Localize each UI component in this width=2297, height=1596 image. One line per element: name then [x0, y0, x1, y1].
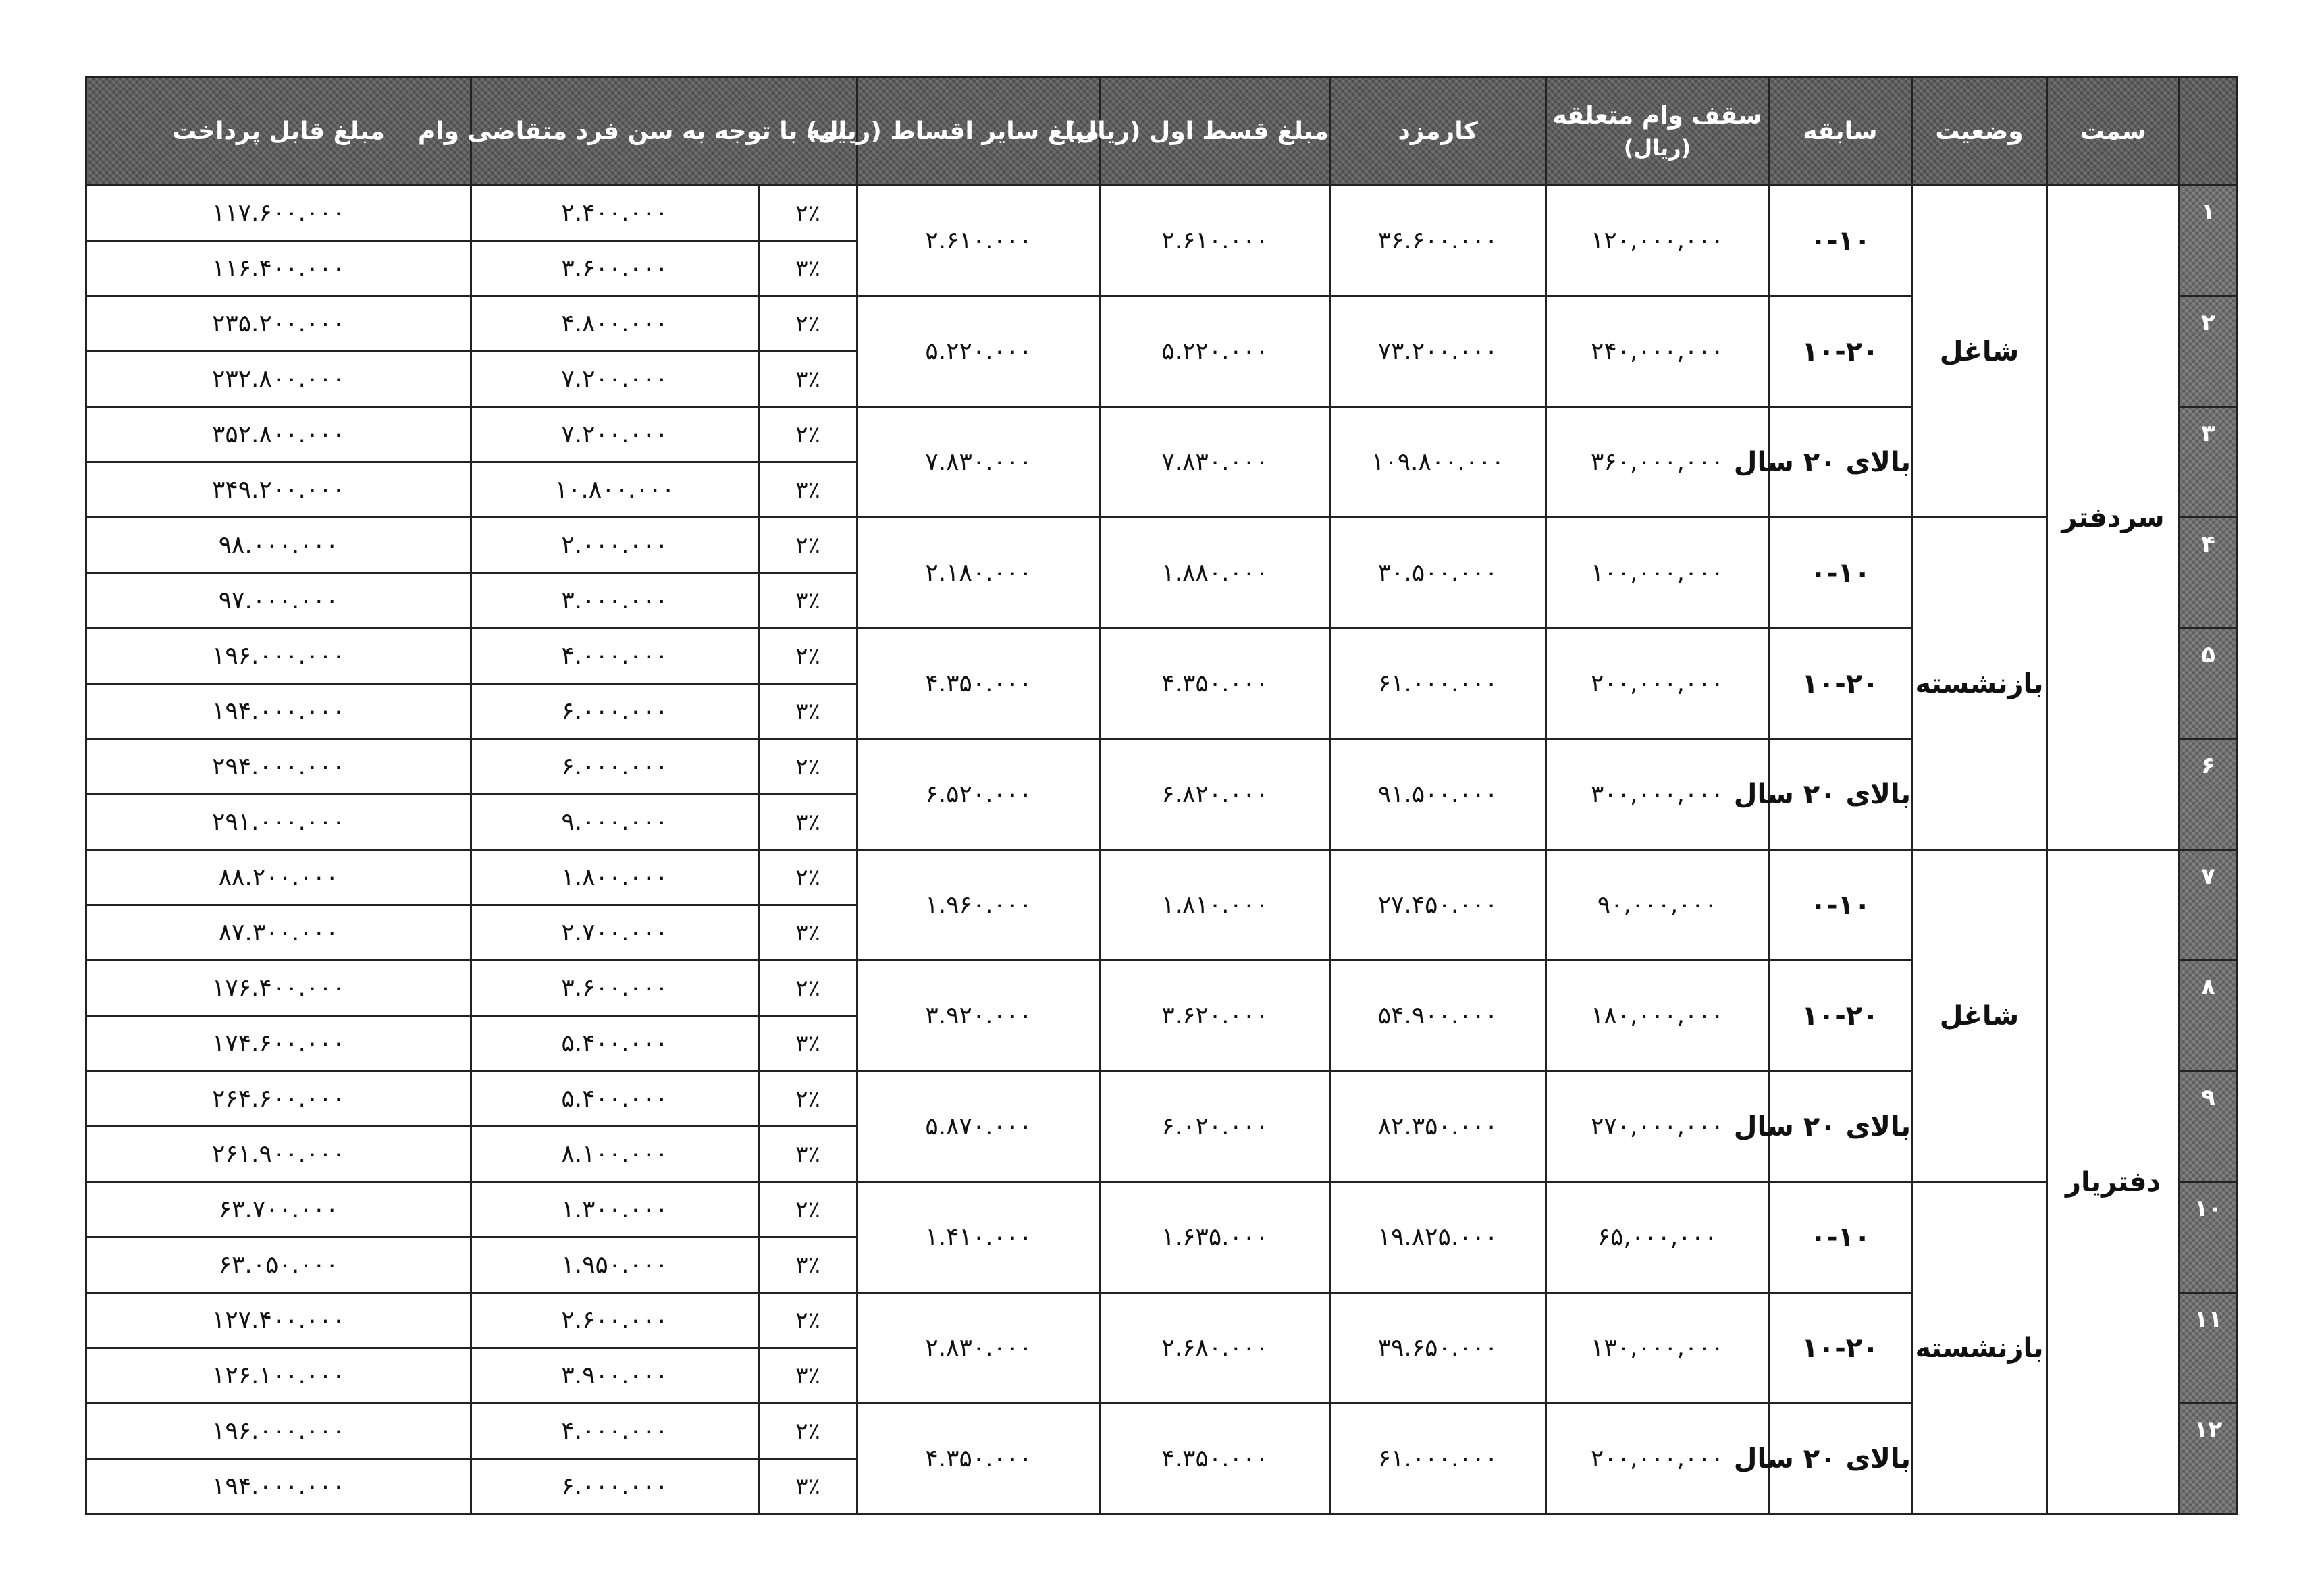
experience-cell: ۰-۱۰ [1769, 186, 1912, 296]
table-body [86, 186, 2238, 1514]
payable-cell: ۲۳۲.۸۰۰.۰۰۰ [86, 352, 471, 407]
experience-cell: ۰-۱۰ [1769, 1182, 1912, 1293]
first-installment-cell: ۴.۳۵۰.۰۰۰ [1101, 629, 1330, 739]
commission-cell: ۶۱.۰۰۰.۰۰۰ [1330, 1404, 1546, 1514]
percent-cell: ۳٪ [759, 1127, 857, 1182]
percent-cell: ۳٪ [759, 795, 857, 850]
first-installment-cell: ۱.۸۱۰.۰۰۰ [1101, 850, 1330, 961]
commission-cell: ۹۱.۵۰۰.۰۰۰ [1330, 739, 1546, 850]
header-experience: سابقه [1769, 77, 1912, 186]
experience-cell: ۱۰-۲۰ [1769, 961, 1912, 1071]
payable-cell: ۱۱۷.۶۰۰.۰۰۰ [86, 186, 471, 241]
percent-cell: ۲٪ [759, 1071, 857, 1127]
header-first-installment: مبلغ قسط اول (ریال) [1101, 77, 1330, 186]
percent-cell: ۲٪ [759, 961, 857, 1016]
percent-cell: ۲٪ [759, 518, 857, 573]
header-position: سمت [2047, 77, 2180, 186]
row-index: ۸ [2180, 961, 2238, 1071]
insurance-cell: ۶.۰۰۰.۰۰۰ [471, 1459, 759, 1514]
other-installments-cell: ۱.۴۱۰.۰۰۰ [857, 1182, 1101, 1293]
other-installments-cell: ۷.۸۳۰.۰۰۰ [857, 407, 1101, 518]
percent-cell: ۲٪ [759, 739, 857, 795]
position-cell: دفتریار [2047, 850, 2180, 1514]
status-cell: شاغل [1912, 186, 2047, 518]
payable-cell: ۲۶۱.۹۰۰.۰۰۰ [86, 1127, 471, 1182]
insurance-cell: ۲.۰۰۰.۰۰۰ [471, 518, 759, 573]
payable-cell: ۲۶۴.۶۰۰.۰۰۰ [86, 1071, 471, 1127]
percent-cell: ۳٪ [759, 1016, 857, 1071]
payable-cell: ۱۱۶.۴۰۰.۰۰۰ [86, 241, 471, 296]
payable-cell: ۲۳۵.۲۰۰.۰۰۰ [86, 296, 471, 352]
header-commission: کارمزد [1330, 77, 1546, 186]
first-installment-cell: ۶.۰۲۰.۰۰۰ [1101, 1071, 1330, 1182]
insurance-cell: ۴.۰۰۰.۰۰۰ [471, 1404, 759, 1459]
insurance-cell: ۹.۰۰۰.۰۰۰ [471, 795, 759, 850]
header-status: وضعیت [1912, 77, 2047, 186]
insurance-cell: ۸.۱۰۰.۰۰۰ [471, 1127, 759, 1182]
insurance-cell: ۷.۲۰۰.۰۰۰ [471, 407, 759, 462]
insurance-cell: ۱.۹۵۰.۰۰۰ [471, 1238, 759, 1293]
percent-cell: ۲٪ [759, 407, 857, 462]
row-index: ۳ [2180, 407, 2238, 518]
header-payable: مبلغ قابل پرداخت [86, 77, 471, 186]
ceiling-cell: ۱۸۰,۰۰۰,۰۰۰ [1546, 961, 1769, 1071]
first-installment-cell: ۱.۶۳۵.۰۰۰ [1101, 1182, 1330, 1293]
experience-cell: ۰-۱۰ [1769, 518, 1912, 629]
experience-cell: ۱۰-۲۰ [1769, 296, 1912, 407]
table-row [86, 850, 2238, 905]
percent-cell: ۲٪ [759, 296, 857, 352]
insurance-cell: ۲.۷۰۰.۰۰۰ [471, 905, 759, 961]
other-installments-cell: ۴.۳۵۰.۰۰۰ [857, 629, 1101, 739]
other-installments-cell: ۵.۸۷۰.۰۰۰ [857, 1071, 1101, 1182]
row-index: ۴ [2180, 518, 2238, 629]
payable-cell: ۹۸.۰۰۰.۰۰۰ [86, 518, 471, 573]
insurance-cell: ۵.۴۰۰.۰۰۰ [471, 1016, 759, 1071]
first-installment-cell: ۲.۶۸۰.۰۰۰ [1101, 1293, 1330, 1404]
ceiling-cell: ۱۰۰,۰۰۰,۰۰۰ [1546, 518, 1769, 629]
row-index: ۱ [2180, 186, 2238, 296]
row-index: ۷ [2180, 850, 2238, 961]
header-ceiling [1546, 77, 1769, 186]
payable-cell: ۶۳.۰۵۰.۰۰۰ [86, 1238, 471, 1293]
other-installments-cell: ۶.۵۲۰.۰۰۰ [857, 739, 1101, 850]
payable-cell: ۳۵۲.۸۰۰.۰۰۰ [86, 407, 471, 462]
ceiling-cell: ۲۴۰,۰۰۰,۰۰۰ [1546, 296, 1769, 407]
commission-cell: ۳۰.۵۰۰.۰۰۰ [1330, 518, 1546, 629]
insurance-cell: ۷.۲۰۰.۰۰۰ [471, 352, 759, 407]
insurance-cell: ۲.۴۰۰.۰۰۰ [471, 186, 759, 241]
percent-cell: ۳٪ [759, 905, 857, 961]
other-installments-cell: ۲.۸۳۰.۰۰۰ [857, 1293, 1101, 1404]
first-installment-cell: ۱.۸۸۰.۰۰۰ [1101, 518, 1330, 629]
row-index: ۱۱ [2180, 1293, 2238, 1404]
header-row [86, 77, 2238, 186]
insurance-cell: ۱۰.۸۰۰.۰۰۰ [471, 462, 759, 518]
payable-cell: ۲۹۱.۰۰۰.۰۰۰ [86, 795, 471, 850]
other-installments-cell: ۳.۹۲۰.۰۰۰ [857, 961, 1101, 1071]
commission-cell: ۸۲.۳۵۰.۰۰۰ [1330, 1071, 1546, 1182]
insurance-cell: ۶.۰۰۰.۰۰۰ [471, 739, 759, 795]
loan-table [85, 76, 2238, 1515]
experience-cell: ۱۰-۲۰ [1769, 1293, 1912, 1404]
percent-cell: ۳٪ [759, 1238, 857, 1293]
payable-cell: ۹۷.۰۰۰.۰۰۰ [86, 573, 471, 629]
header-ceiling-label: سقف وام متعلقه [1552, 101, 1762, 130]
percent-cell: ۲٪ [759, 1182, 857, 1238]
first-installment-cell: ۶.۸۲۰.۰۰۰ [1101, 739, 1330, 850]
experience-cell: ۱۰-۲۰ [1769, 629, 1912, 739]
commission-cell: ۱۹.۸۲۵.۰۰۰ [1330, 1182, 1546, 1293]
status-cell: بازنشسته [1912, 1182, 2047, 1514]
row-index: ۲ [2180, 296, 2238, 407]
first-installment-cell: ۷.۸۳۰.۰۰۰ [1101, 407, 1330, 518]
insurance-cell: ۶.۰۰۰.۰۰۰ [471, 684, 759, 739]
table-row [86, 518, 2238, 573]
header-index [2180, 77, 2238, 186]
insurance-cell: ۳.۶۰۰.۰۰۰ [471, 961, 759, 1016]
ceiling-cell: ۲۰۰,۰۰۰,۰۰۰ [1546, 1404, 1769, 1514]
payable-cell: ۱۲۷.۴۰۰.۰۰۰ [86, 1293, 471, 1348]
insurance-cell: ۱.۸۰۰.۰۰۰ [471, 850, 759, 905]
ceiling-cell: ۲۰۰,۰۰۰,۰۰۰ [1546, 629, 1769, 739]
row-index: ۶ [2180, 739, 2238, 850]
ceiling-cell: ۳۰۰,۰۰۰,۰۰۰ [1546, 739, 1769, 850]
ceiling-cell: ۳۶۰,۰۰۰,۰۰۰ [1546, 407, 1769, 518]
other-installments-cell: ۲.۶۱۰.۰۰۰ [857, 186, 1101, 296]
ceiling-cell: ۱۲۰,۰۰۰,۰۰۰ [1546, 186, 1769, 296]
table-row [86, 1182, 2238, 1238]
first-installment-cell: ۲.۶۱۰.۰۰۰ [1101, 186, 1330, 296]
header-other-installments: مبلغ سایر اقساط (ریال) [857, 77, 1101, 186]
ceiling-cell: ۲۷۰,۰۰۰,۰۰۰ [1546, 1071, 1769, 1182]
payable-cell: ۸۷.۳۰۰.۰۰۰ [86, 905, 471, 961]
other-installments-cell: ۵.۲۲۰.۰۰۰ [857, 296, 1101, 407]
header-insurance: بیمه با توجه به سن فرد متقاضی وام [471, 77, 857, 186]
other-installments-cell: ۲.۱۸۰.۰۰۰ [857, 518, 1101, 629]
row-index: ۵ [2180, 629, 2238, 739]
status-cell: شاغل [1912, 850, 2047, 1182]
ceiling-cell: ۱۳۰,۰۰۰,۰۰۰ [1546, 1293, 1769, 1404]
payable-cell: ۳۴۹.۲۰۰.۰۰۰ [86, 462, 471, 518]
commission-cell: ۷۳.۲۰۰.۰۰۰ [1330, 296, 1546, 407]
payable-cell: ۲۹۴.۰۰۰.۰۰۰ [86, 739, 471, 795]
table-row [86, 186, 2238, 241]
payable-cell: ۱۷۶.۴۰۰.۰۰۰ [86, 961, 471, 1016]
experience-cell: بالای ۲۰ سال [1769, 739, 1912, 850]
insurance-cell: ۳.۰۰۰.۰۰۰ [471, 573, 759, 629]
payable-cell: ۱۹۴.۰۰۰.۰۰۰ [86, 1459, 471, 1514]
ceiling-cell: ۶۵,۰۰۰,۰۰۰ [1546, 1182, 1769, 1293]
commission-cell: ۳۹.۶۵۰.۰۰۰ [1330, 1293, 1546, 1404]
insurance-cell: ۳.۹۰۰.۰۰۰ [471, 1348, 759, 1404]
commission-cell: ۲۷.۴۵۰.۰۰۰ [1330, 850, 1546, 961]
commission-cell: ۶۱.۰۰۰.۰۰۰ [1330, 629, 1546, 739]
row-index: ۹ [2180, 1071, 2238, 1182]
insurance-cell: ۴.۰۰۰.۰۰۰ [471, 629, 759, 684]
percent-cell: ۳٪ [759, 352, 857, 407]
ceiling-cell: ۹۰,۰۰۰,۰۰۰ [1546, 850, 1769, 961]
percent-cell: ۳٪ [759, 1459, 857, 1514]
payable-cell: ۱۷۴.۶۰۰.۰۰۰ [86, 1016, 471, 1071]
insurance-cell: ۴.۸۰۰.۰۰۰ [471, 296, 759, 352]
percent-cell: ۳٪ [759, 462, 857, 518]
payable-cell: ۸۸.۲۰۰.۰۰۰ [86, 850, 471, 905]
other-installments-cell: ۴.۳۵۰.۰۰۰ [857, 1404, 1101, 1514]
first-installment-cell: ۴.۳۵۰.۰۰۰ [1101, 1404, 1330, 1514]
payable-cell: ۱۹۴.۰۰۰.۰۰۰ [86, 684, 471, 739]
payable-cell: ۶۳.۷۰۰.۰۰۰ [86, 1182, 471, 1238]
header-ceiling-unit: (ریال) [1623, 134, 1691, 161]
percent-cell: ۳٪ [759, 684, 857, 739]
insurance-cell: ۵.۴۰۰.۰۰۰ [471, 1071, 759, 1127]
percent-cell: ۳٪ [759, 1348, 857, 1404]
other-installments-cell: ۱.۹۶۰.۰۰۰ [857, 850, 1101, 961]
commission-cell: ۵۴.۹۰۰.۰۰۰ [1330, 961, 1546, 1071]
commission-cell: ۱۰۹.۸۰۰.۰۰۰ [1330, 407, 1546, 518]
experience-cell: ۰-۱۰ [1769, 850, 1912, 961]
loan-table-sheet [85, 76, 2236, 1500]
row-index: ۱۲ [2180, 1404, 2238, 1514]
experience-cell: بالای ۲۰ سال [1769, 407, 1912, 518]
experience-cell: بالای ۲۰ سال [1769, 1404, 1912, 1514]
status-cell: بازنشسته [1912, 518, 2047, 850]
percent-cell: ۲٪ [759, 629, 857, 684]
position-cell: سردفتر [2047, 186, 2180, 850]
first-installment-cell: ۵.۲۲۰.۰۰۰ [1101, 296, 1330, 407]
percent-cell: ۳٪ [759, 241, 857, 296]
percent-cell: ۲٪ [759, 186, 857, 241]
payable-cell: ۱۲۶.۱۰۰.۰۰۰ [86, 1348, 471, 1404]
percent-cell: ۳٪ [759, 573, 857, 629]
payable-cell: ۱۹۶.۰۰۰.۰۰۰ [86, 1404, 471, 1459]
insurance-cell: ۳.۶۰۰.۰۰۰ [471, 241, 759, 296]
first-installment-cell: ۳.۶۲۰.۰۰۰ [1101, 961, 1330, 1071]
insurance-cell: ۱.۳۰۰.۰۰۰ [471, 1182, 759, 1238]
experience-cell: بالای ۲۰ سال [1769, 1071, 1912, 1182]
insurance-cell: ۲.۶۰۰.۰۰۰ [471, 1293, 759, 1348]
payable-cell: ۱۹۶.۰۰۰.۰۰۰ [86, 629, 471, 684]
commission-cell: ۳۶.۶۰۰.۰۰۰ [1330, 186, 1546, 296]
row-index: ۱۰ [2180, 1182, 2238, 1293]
percent-cell: ۲٪ [759, 1404, 857, 1459]
percent-cell: ۲٪ [759, 850, 857, 905]
percent-cell: ۲٪ [759, 1293, 857, 1348]
